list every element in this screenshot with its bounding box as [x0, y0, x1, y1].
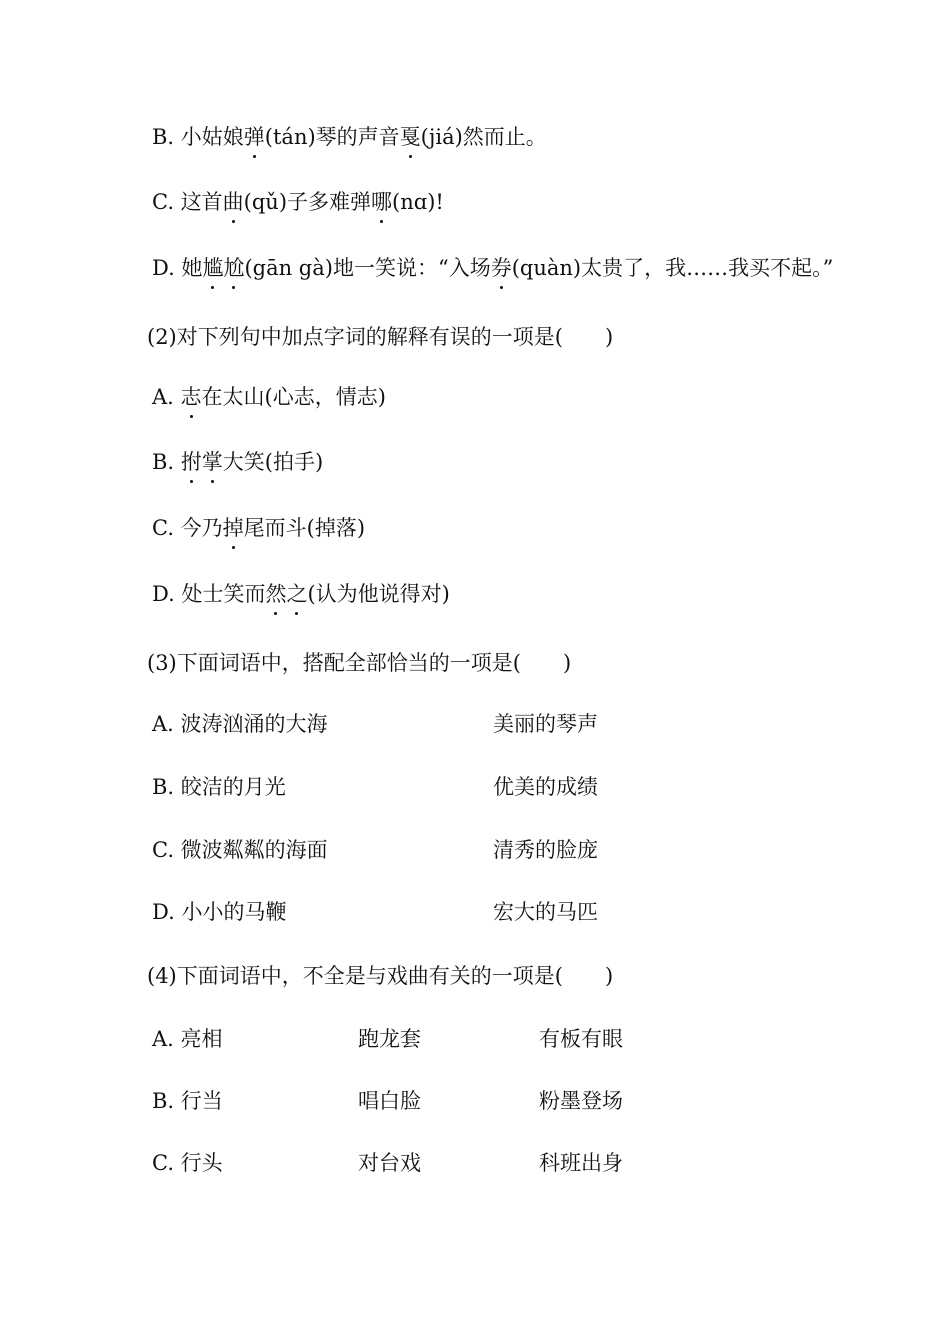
option-text: 宏大的马匹	[493, 900, 598, 924]
q4-prompt	[147, 961, 613, 991]
text: (2)对下列句中加点字词的解释有误的一项是(	[147, 325, 563, 349]
q2-option-a	[152, 382, 386, 412]
text: (jiá)然而止。	[420, 125, 547, 149]
text: A.	[152, 385, 181, 409]
option-text: A. 亮相	[152, 1027, 223, 1051]
text: B.	[152, 450, 181, 474]
option-text: 清秀的脸庞	[493, 838, 598, 862]
text: (3)下面词语中，搭配全部恰当的一项是(	[147, 651, 521, 675]
text: )	[604, 325, 614, 349]
dotted-char: 之	[286, 579, 307, 609]
option-text: 有板有眼	[539, 1027, 623, 1051]
text: )	[562, 651, 572, 675]
dotted-char: 尴	[202, 253, 223, 283]
q4-option-b	[152, 1086, 852, 1116]
option-text: 科班出身	[539, 1151, 623, 1175]
text: )	[604, 964, 614, 988]
option-text: 对台戏	[358, 1151, 421, 1175]
text: 尾而斗(掉落)	[243, 516, 366, 540]
dotted-char: 戛	[400, 122, 421, 152]
text: (quàn)太贵了，我……我买不起。”	[511, 256, 834, 280]
dotted-char: 弹	[244, 122, 265, 152]
option-text: C. 行头	[152, 1151, 223, 1175]
dotted-char: 掌	[202, 447, 223, 477]
option-text: B. 皎洁的月光	[152, 775, 286, 799]
text: (gān gà)地一笑说：“入场	[244, 256, 491, 280]
q2-option-c	[152, 513, 365, 543]
option-text: C. 微波粼粼的海面	[152, 838, 328, 862]
text: (qǔ)子多难弹	[243, 190, 372, 214]
option-text: D. 小小的马鞭	[152, 900, 287, 924]
text: C. 今乃	[152, 516, 223, 540]
option-text: 唱白脸	[358, 1089, 421, 1113]
dotted-char: 曲	[223, 187, 244, 217]
q3-prompt	[147, 648, 571, 678]
text: (认为他说得对)	[307, 582, 450, 606]
text: (4)下面词语中，不全是与戏曲有关的一项是(	[147, 964, 563, 988]
q3-option-a	[152, 709, 852, 739]
dotted-char: 券	[491, 253, 512, 283]
dotted-char: 尬	[223, 253, 244, 283]
text: (tán)琴的声音	[264, 125, 400, 149]
q2-option-d	[152, 579, 450, 609]
q2-option-b	[152, 447, 323, 477]
q1-option-c	[152, 187, 444, 217]
text: D. 处士笑而	[152, 582, 266, 606]
option-text: 优美的成绩	[493, 775, 598, 799]
q4-option-a	[152, 1024, 852, 1054]
q1-option-d	[152, 253, 833, 283]
text: 大笑(拍手)	[222, 450, 324, 474]
q3-option-d	[152, 897, 852, 927]
dotted-char: 然	[265, 579, 286, 609]
text: B. 小姑娘	[152, 125, 244, 149]
option-text: B. 行当	[152, 1089, 223, 1113]
q1-option-b	[152, 122, 547, 152]
text: D. 她	[152, 256, 203, 280]
option-text: A. 波涛汹涌的大海	[152, 712, 328, 736]
q2-prompt	[147, 322, 613, 352]
dotted-char: 哪	[371, 187, 392, 217]
text: 在太山(心志，情志)	[201, 385, 386, 409]
q4-option-c	[152, 1148, 852, 1178]
option-text: 粉墨登场	[539, 1089, 623, 1113]
q3-option-b	[152, 772, 852, 802]
q3-option-c	[152, 835, 852, 865]
option-text: 美丽的琴声	[493, 712, 598, 736]
dotted-char: 拊	[181, 447, 202, 477]
text: (nɑ)!	[392, 190, 444, 214]
option-text: 跑龙套	[358, 1027, 421, 1051]
dotted-char: 掉	[223, 513, 244, 543]
text: C. 这首	[152, 190, 223, 214]
dotted-char: 志	[181, 382, 202, 412]
